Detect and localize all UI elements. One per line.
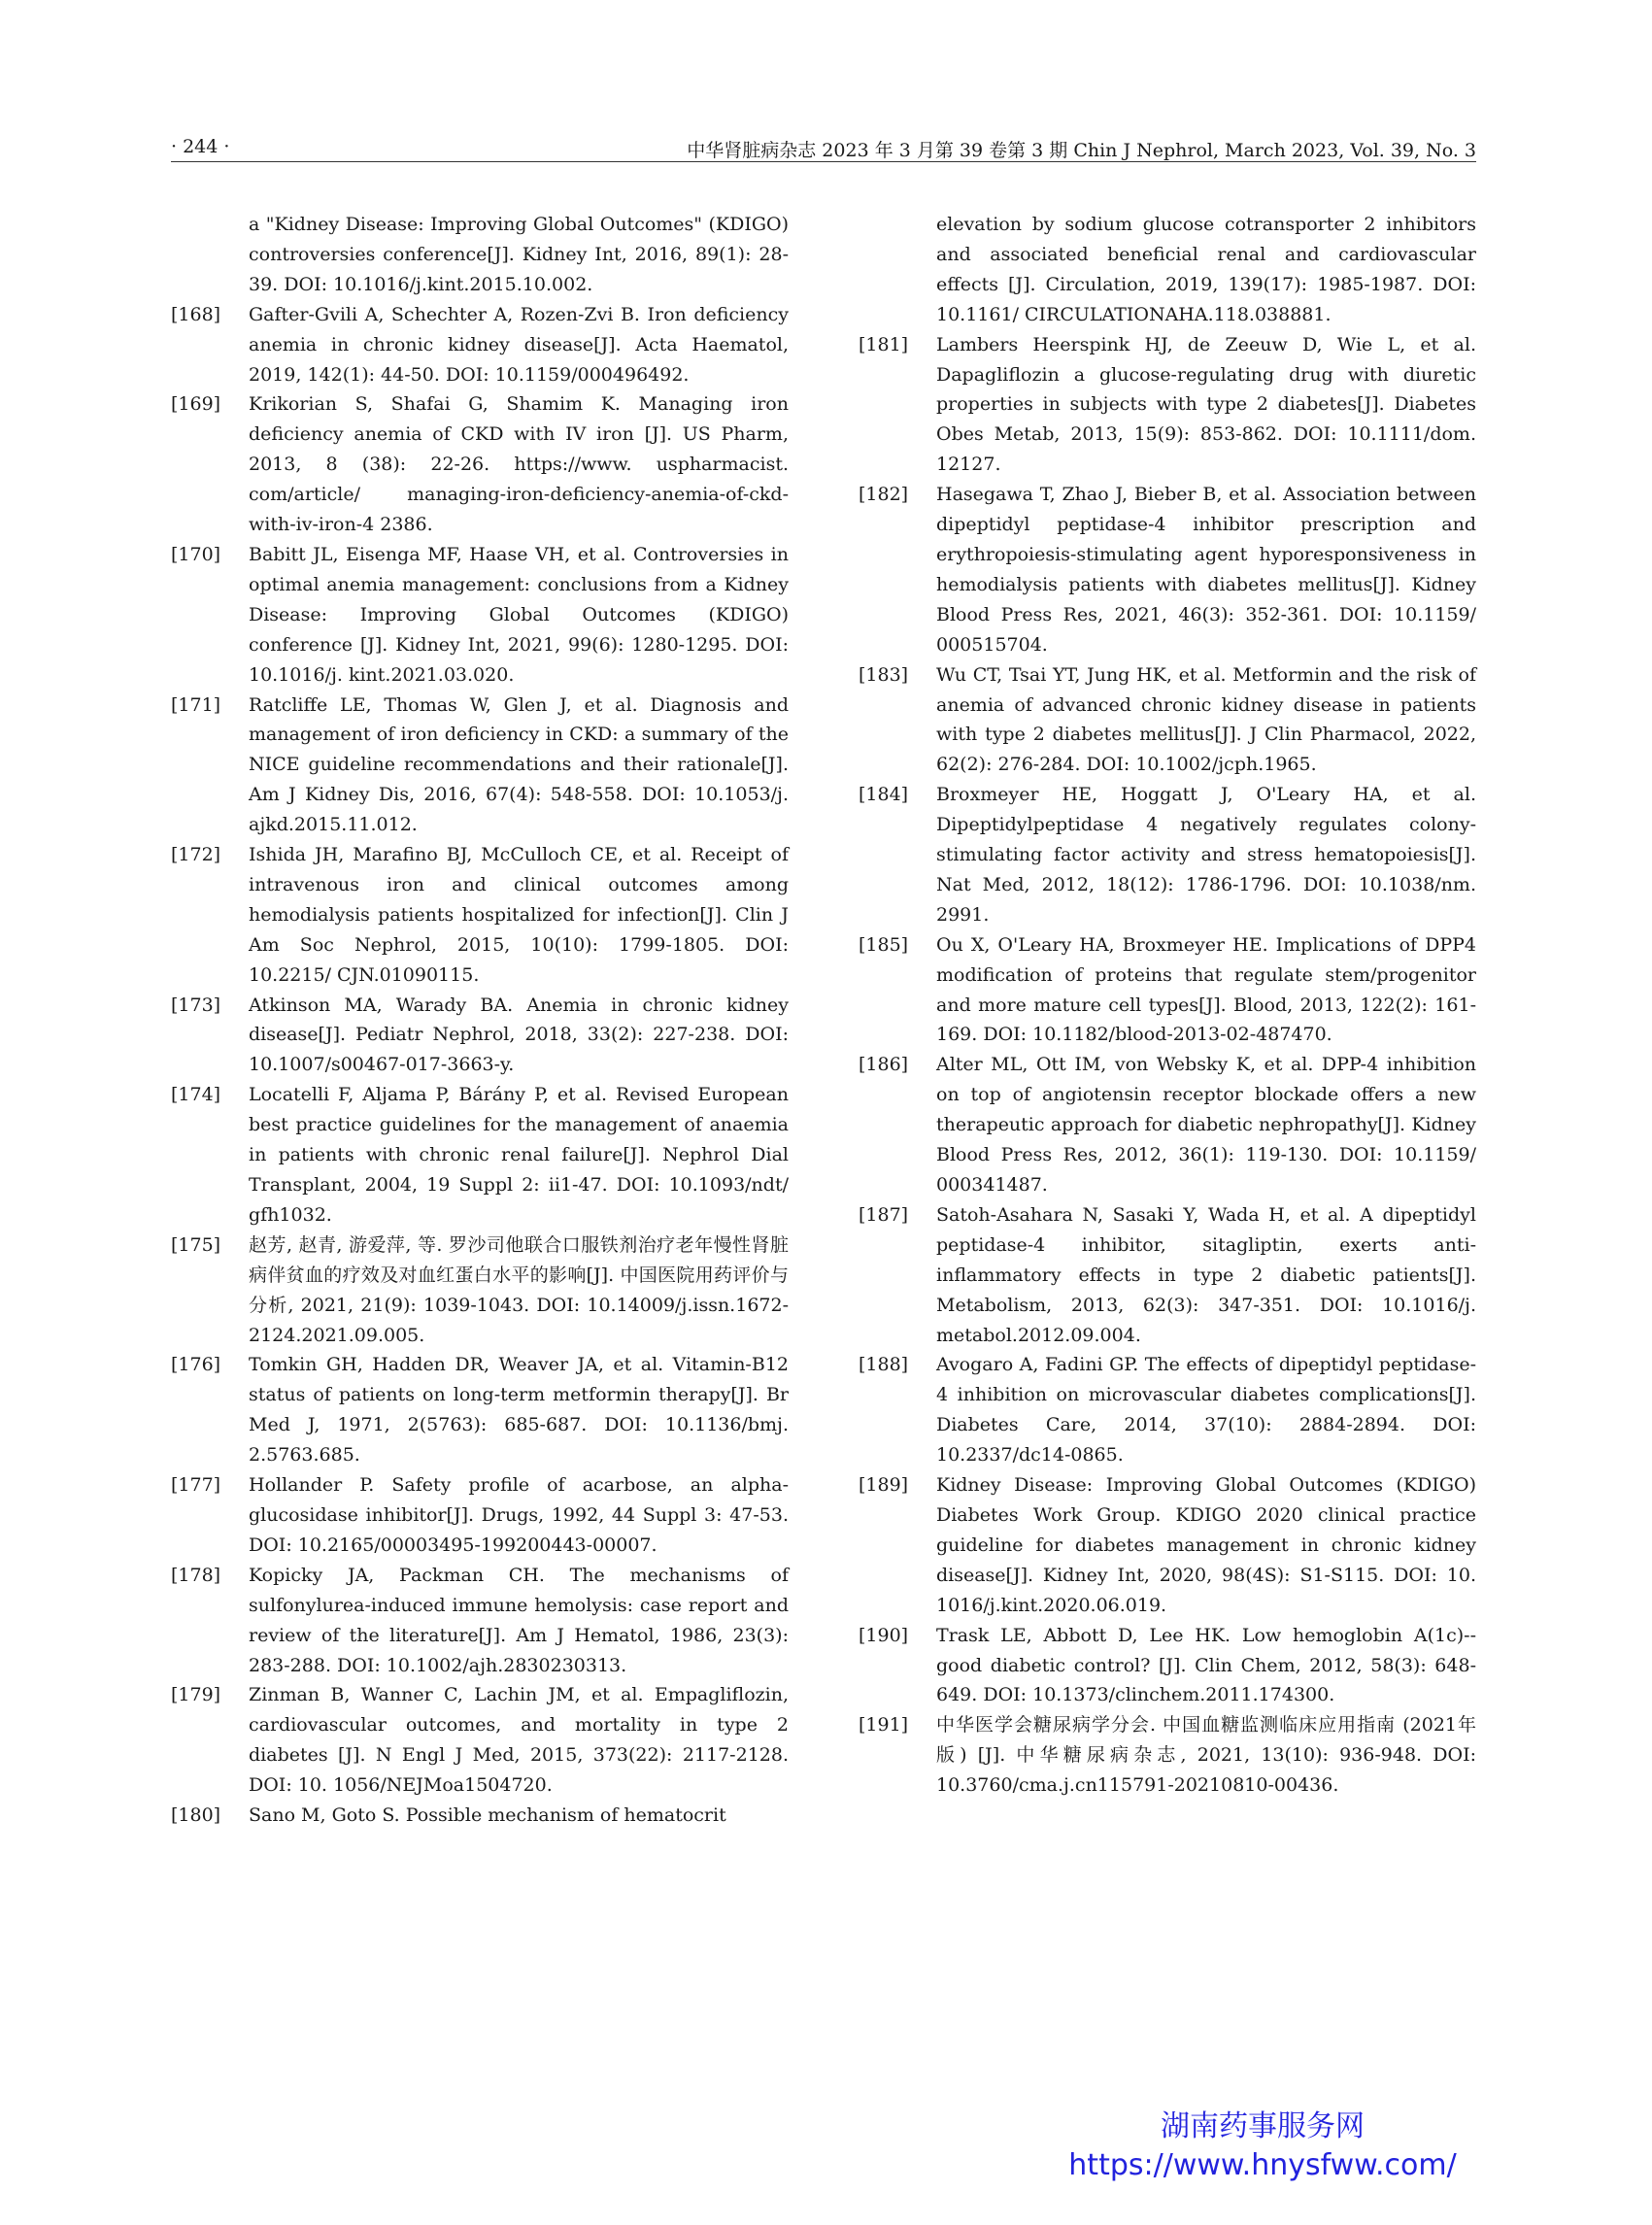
reference-number: [188] — [859, 1354, 909, 1376]
reference-number: [170] — [171, 543, 221, 565]
reference-number: [173] — [171, 994, 221, 1016]
reference-text: Gafter-Gvili A, Schechter A, Rozen-Zvi B. Iron deficiency anemia in chronic kidney disease[J]. Acta Haematol, 2019, 142(1): 44-50. DOI: 10.1159/000496492. — [249, 303, 789, 386]
reference-entry — [859, 1200, 1476, 1351]
reference-text: Wu CT, Tsai YT, Jung HK, et al. Metformin and the risk of anemia of advanced chronic kidney disease in patients with type 2 diabetes mellitus[J]. J Clin Pharmacol, 2022, 62(2): 276-284. DOI: 10.1002/jcph.1965. — [936, 663, 1476, 776]
reference-number: [187] — [859, 1203, 909, 1226]
reference-entry — [171, 1561, 789, 1681]
reference-number: [169] — [171, 393, 221, 416]
reference-continuation — [859, 210, 1476, 330]
running-header — [171, 132, 1476, 162]
reference-number: [185] — [859, 933, 909, 956]
reference-text: Trask LE, Abbott D, Lee HK. Low hemoglobin A(1c)--good diabetic control? [J]. Clin Chem, 2012, 58(3): 648-649. DOI: 10.1373/clinchem.2011.174300. — [936, 1624, 1476, 1706]
reference-text: Sano M, Goto S. Possible mechanism of hematocrit — [249, 1804, 726, 1827]
reference-entry — [171, 1801, 789, 1831]
reference-text: Ratcliffe LE, Thomas W, Glen J, et al. Diagnosis and management of iron deficiency in CKD: a summary of the NICE guideline recommendations and their rationale[J]. Am J Kidney Dis, 2016, 67(4): 548-558. DOI: 10.1053/j. ajkd.2015.11.012. — [249, 693, 789, 836]
reference-text: Tomkin GH, Hadden DR, Weaver JA, et al. Vitamin-B12 status of patients on long-term metformin therapy[J]. Br Med J, 1971, 2(5763): 685-687. DOI: 10.1136/bmj. 2.5763.685. — [249, 1354, 789, 1466]
reference-number: [190] — [859, 1624, 909, 1646]
reference-entry — [171, 991, 789, 1081]
journal-citation: 中华肾脏病杂志 2023 年 3 月第 39 卷第 3 期 Chin J Nephrol, March 2023, Vol. 39, No. 3 — [687, 140, 1476, 161]
reference-text: 中华医学会糖尿病学分会. 中国血糖监测临床应用指南 (2021年版) [J]. 中华糖尿病杂志, 2021, 13(10): 936-948. DOI: 10.3760/cma.j.cn115791-20210810-00436. — [936, 1714, 1476, 1797]
reference-text: Satoh-Asahara N, Sasaki Y, Wada H, et al. A dipeptidyl peptidase-4 inhibitor, sitagliptin, exerts anti-inflammatory effects in type 2 diabetic patients[J]. Metabolism, 2013, 62(3): 347-351. DOI: 10.1016/j. metabol.2012.09.004. — [936, 1203, 1476, 1346]
reference-entry — [171, 1470, 789, 1561]
reference-text: Avogaro A, Fadini GP. The effects of dipeptidyl peptidase-4 inhibition on microvascular diabetes complications[J]. Diabetes Care, 2014, 37(10): 2884-2894. DOI: 10.2337/dc14-0865. — [936, 1354, 1476, 1466]
reference-number: [168] — [171, 303, 221, 325]
reference-text: Krikorian S, Shafai G, Shamim K. Managing iron deficiency anemia of CKD with IV iron [J]. US Pharm, 2013, 8 (38): 22-26. https://www. uspharmacist. com/article/ managing-iron-deficiency-anemia-of-ckd-with-iv-iron-4 2386. — [249, 393, 789, 536]
reference-number: [174] — [171, 1084, 221, 1106]
reference-text: Ishida JH, Marafino BJ, McCulloch CE, et al. Receipt of intravenous iron and clinical outcomes among hemodialysis patients hospitalized for infection[J]. Clin J Am Soc Nephrol, 2015, 10(10): 1799-1805. DOI: 10.2215/ CJN.01090115. — [249, 844, 789, 986]
reference-text: Hollander P. Safety profile of acarbose, an alpha-glucosidase inhibitor[J]. Drugs, 1992, 44 Suppl 3: 47-53. DOI: 10.2165/00003495-199200443-00007. — [249, 1474, 789, 1556]
reference-text: Locatelli F, Aljama P, Bárány P, et al. Revised European best practice guidelines for the management of anaemia in patients with chronic renal failure[J]. Nephrol Dial Transplant, 2004, 19 Suppl 2: ii1-47. DOI: 10.1093/ndt/ gfh1032. — [249, 1084, 789, 1226]
reference-number: [179] — [171, 1684, 221, 1706]
reference-entry — [859, 1470, 1476, 1621]
reference-entry — [171, 540, 789, 691]
reference-entry — [859, 480, 1476, 659]
reference-number: [178] — [171, 1564, 221, 1586]
reference-number: [180] — [171, 1804, 221, 1827]
reference-text: Broxmeyer HE, Hoggatt J, O'Leary HA, et al. Dipeptidylpeptidase 4 negatively regulates colony-stimulating factor activity and stress hematopoiesis[J]. Nat Med, 2012, 18(12): 1786-1796. DOI: 10.1038/nm. 2991. — [936, 784, 1476, 926]
reference-text: Ou X, O'Leary HA, Broxmeyer HE. Implications of DPP4 modification of proteins that regulate stem/progenitor and more mature cell types[J]. Blood, 2013, 122(2): 161-169. DOI: 10.1182/blood-2013-02-487470. — [936, 933, 1476, 1046]
watermark-site-name: 湖南药事服务网 — [1161, 2109, 1365, 2143]
reference-entry — [171, 1080, 789, 1230]
reference-text: Atkinson MA, Warady BA. Anemia in chronic kidney disease[J]. Pediatr Nephrol, 2018, 33(2): 227-238. DOI: 10.1007/s00467-017-3663-y. — [249, 994, 789, 1076]
reference-number: [182] — [859, 484, 909, 506]
reference-number: [181] — [859, 333, 909, 355]
reference-continuation — [171, 210, 789, 300]
reference-entry — [859, 1710, 1476, 1801]
reference-entry — [859, 330, 1476, 481]
reference-entry — [859, 780, 1476, 930]
reference-entry — [171, 840, 789, 991]
reference-text: Lambers Heerspink HJ, de Zeeuw D, Wie L, et al. Dapagliflozin a glucose-regulating drug with diuretic properties in subjects with type 2 diabetes[J]. Diabetes Obes Metab, 2013, 15(9): 853-862. DOI: 10.1111/dom. 12127. — [936, 333, 1476, 476]
reference-number: [171] — [171, 693, 221, 716]
references-left-column — [171, 210, 789, 1831]
reference-text: Kidney Disease: Improving Global Outcomes (KDIGO) Diabetes Work Group. KDIGO 2020 clinical practice guideline for diabetes management in chronic kidney disease[J]. Kidney Int, 2020, 98(4S): S1-S115. DOI: 10. 1016/j.kint.2020.06.019. — [936, 1474, 1476, 1616]
reference-number: [177] — [171, 1474, 221, 1497]
site-watermark — [1059, 2107, 1467, 2185]
reference-entry — [171, 300, 789, 390]
reference-entry — [171, 691, 789, 841]
reference-number: [184] — [859, 784, 909, 806]
reference-entry — [859, 1621, 1476, 1711]
reference-text: Kopicky JA, Packman CH. The mechanisms of sulfonylurea-induced immune hemolysis: case report and review of the literature[J]. Am J Hematol, 1986, 23(3): 283-288. DOI: 10.1002/ajh.2830230313. — [249, 1564, 789, 1676]
reference-number: [175] — [171, 1233, 221, 1256]
page-number: · 244 · — [171, 136, 230, 157]
watermark-url: https://www.hnysfww.com/ — [1068, 2148, 1457, 2182]
reference-number: [189] — [859, 1474, 909, 1497]
references-right-column — [859, 210, 1476, 1801]
reference-text: Alter ML, Ott IM, von Websky K, et al. DPP-4 inhibition on top of angiotensin receptor blockade offers a new therapeutic approach for diabetic nephropathy[J]. Kidney Blood Press Res, 2012, 36(1): 119-130. DOI: 10.1159/ 000341487. — [936, 1054, 1476, 1196]
reference-text: elevation by sodium glucose cotransporter 2 inhibitors and associated beneficial renal and cardiovascular effects [J]. Circulation, 2019, 139(17): 1985-1987. DOI: 10.1161/ CIRCULATIONAHA.118.038881. — [936, 214, 1476, 325]
reference-number: [186] — [859, 1054, 909, 1076]
reference-number: [191] — [859, 1714, 909, 1736]
reference-entry — [171, 1350, 789, 1470]
reference-entry — [171, 1680, 789, 1801]
reference-entry — [859, 660, 1476, 781]
reference-entry — [171, 389, 789, 540]
reference-text: a "Kidney Disease: Improving Global Outcomes" (KDIGO) controversies conference[J]. Kidney Int, 2016, 89(1): 28-39. DOI: 10.1016/j.kint.2015.10.002. — [249, 214, 789, 295]
reference-number: [172] — [171, 844, 221, 866]
reference-text: Babitt JL, Eisenga MF, Haase VH, et al. Controversies in optimal anemia management: conclusions from a Kidney Disease: Improving Global Outcomes (KDIGO) conference [J]. Kidney Int, 2021, 99(6): 1280-1295. DOI: 10.1016/j. kint.2021.03.020. — [249, 543, 789, 686]
reference-text: Zinman B, Wanner C, Lachin JM, et al. Empagliflozin, cardiovascular outcomes, and mortality in type 2 diabetes [J]. N Engl J Med, 2015, 373(22): 2117-2128. DOI: 10. 1056/NEJMoa1504720. — [249, 1684, 789, 1797]
reference-entry — [859, 930, 1476, 1051]
reference-entry — [859, 1350, 1476, 1470]
reference-entry — [859, 1050, 1476, 1200]
reference-number: [183] — [859, 663, 909, 686]
reference-text: 赵芳, 赵青, 游爱萍, 等. 罗沙司他联合口服铁剂治疗老年慢性肾脏病伴贫血的疗效及对血红蛋白水平的影响[J]. 中国医院用药评价与分析, 2021, 21(9): 1039-1043. DOI: 10.14009/j.issn.1672-2124.2021.09.005. — [249, 1233, 789, 1346]
reference-entry — [171, 1230, 789, 1351]
reference-text: Hasegawa T, Zhao J, Bieber B, et al. Association between dipeptidyl peptidase-4 inhibitor prescription and erythropoiesis-stimulating agent hyporesponsiveness in hemodialysis patients with diabetes mellitus[J]. Kidney Blood Press Res, 2021, 46(3): 352-361. DOI: 10.1159/ 000515704. — [936, 484, 1476, 656]
reference-number: [176] — [171, 1354, 221, 1376]
